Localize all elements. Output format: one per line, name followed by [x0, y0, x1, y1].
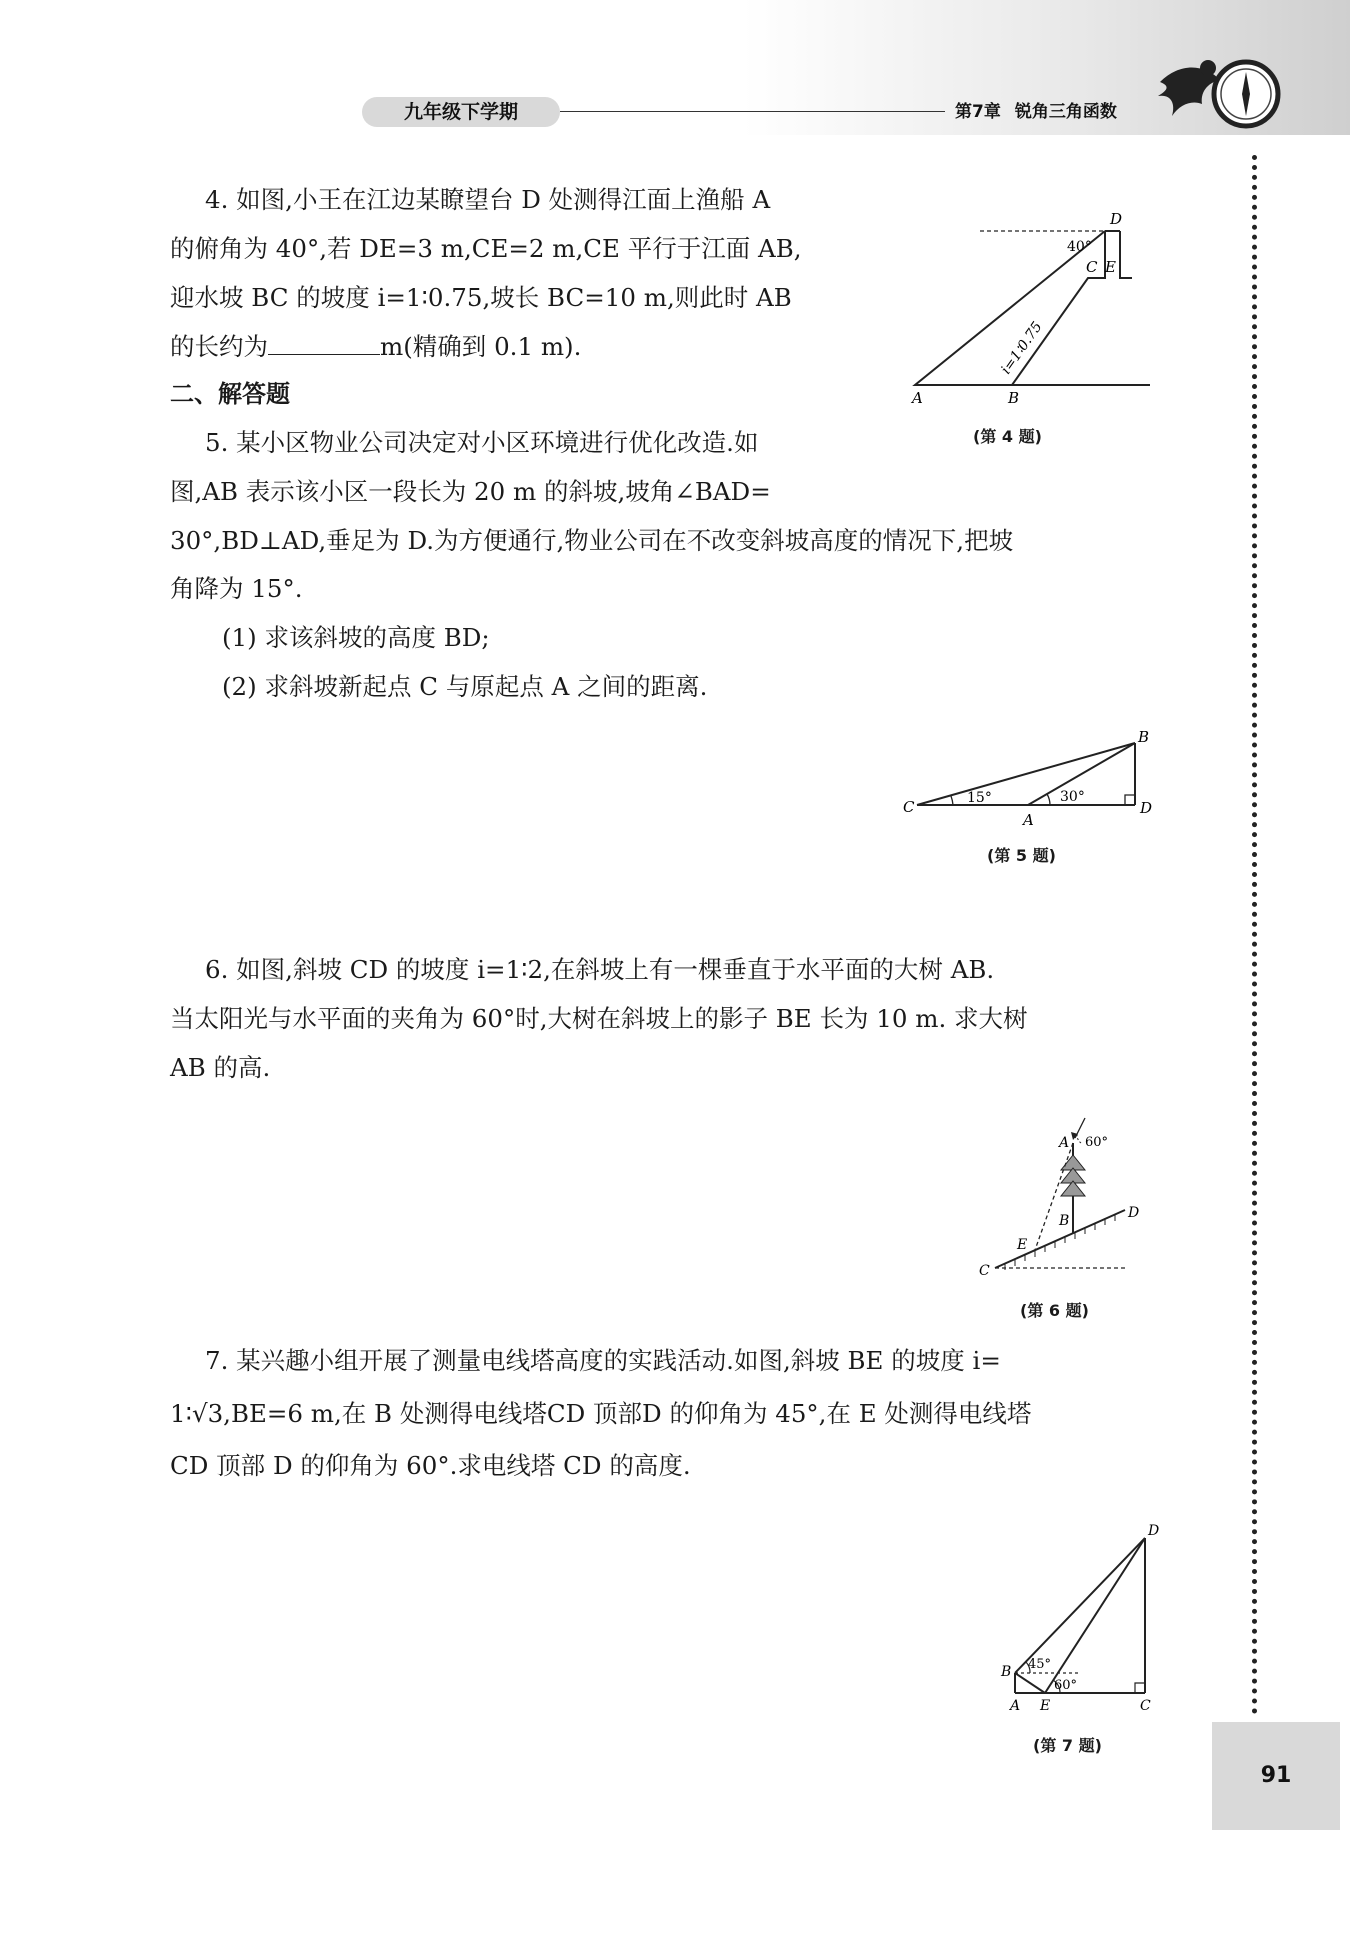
margin-dotted-line: [1252, 155, 1257, 1715]
q7-line-BD: [1015, 1538, 1145, 1673]
q5-subquestion-2: (2) 求斜坡新起点 C 与原起点 A 之间的距离.: [222, 672, 708, 701]
q6-label-D: D: [1128, 1205, 1140, 1221]
header-band: [0, 0, 1350, 135]
q7-right-angle: [1135, 1683, 1145, 1693]
q5-line-2: 图,AB 表示该小区一段长为 20 m 的斜坡,坡角∠BAD=: [170, 477, 771, 506]
q5-label-D: D: [1140, 799, 1153, 817]
q4-caption: (第 4 题): [973, 427, 1042, 446]
q6-line-3: AB 的高.: [170, 1053, 271, 1082]
q6-angle-60: 60°: [1085, 1135, 1109, 1150]
chapter-title: 锐角三角函数: [1014, 102, 1117, 122]
answer-blank: [268, 332, 380, 355]
q5-label-C: C: [903, 798, 915, 816]
q7-line-3: CD 顶部 D 的仰角为 60°.求电线塔 CD 的高度.: [170, 1451, 691, 1480]
q7-line-ED: [1045, 1538, 1145, 1693]
q5-subquestion-1: (1) 求该斜坡的高度 BD;: [222, 623, 490, 652]
q4-angle-label: 40°: [1067, 239, 1092, 255]
figure-q6: [965, 1110, 1165, 1285]
q7-label-B: B: [1001, 1664, 1012, 1680]
figure-q4: [900, 200, 1170, 415]
q6-line-2: 当太阳光与水平面的夹角为 60°时,大树在斜坡上的影子 BE 长为 10 m. 求大树: [170, 1004, 1028, 1033]
q4-label-A: A: [912, 389, 923, 407]
q5-arc-30: [1047, 794, 1050, 805]
q5-line-1: 5. 某小区物业公司决定对小区环境进行优化改造.如: [205, 428, 759, 457]
runner-compass-logo-icon: [1150, 52, 1290, 137]
q7-angle-60: 60°: [1054, 1678, 1078, 1693]
chapter-heading: [955, 97, 1131, 127]
q4-label-D: D: [1110, 210, 1123, 228]
q6-label-C: C: [979, 1263, 990, 1279]
figure-q5: [895, 730, 1165, 830]
q4-tower-side: [1120, 231, 1132, 278]
q4-slope-label: i=1∶0.75: [998, 319, 1046, 378]
q4-line-2: 的俯角为 40°,若 DE=3 m,CE=2 m,CE 平行于江面 AB,: [170, 234, 802, 263]
q5-label-A: A: [1023, 811, 1034, 829]
q5-angle-15: 15°: [967, 790, 992, 806]
section-heading: 二、解答题: [170, 380, 290, 408]
q4-label-E: E: [1105, 258, 1116, 276]
q5-angle-30: 30°: [1060, 789, 1085, 805]
q6-caption: (第 6 题): [1020, 1301, 1089, 1320]
chapter-number: 第7章: [955, 102, 1001, 122]
q5-label-B: B: [1138, 730, 1150, 746]
q7-line-1: 7. 某兴趣小组开展了测量电线塔高度的实践活动.如图,斜坡 BE 的坡度 i=: [205, 1346, 1001, 1375]
q4-line-3: 迎水坡 BC 的坡度 i=1∶0.75,坡长 BC=10 m,则此时 AB: [170, 283, 792, 312]
q6-label-A: A: [1059, 1135, 1070, 1151]
q4-line-4-end: m(精确到 0.1 m).: [380, 332, 582, 361]
q4-line-4: [170, 330, 581, 364]
q6-arc-60: [1077, 1134, 1081, 1143]
q6-label-B: B: [1059, 1213, 1070, 1229]
q5-caption: (第 5 题): [987, 846, 1056, 865]
q7-label-D: D: [1148, 1523, 1160, 1539]
q5-new-slope: [917, 743, 1135, 805]
q6-line-1: 6. 如图,斜坡 CD 的坡度 i=1∶2,在斜坡上有一棵垂直于水平面的大树 AB.: [205, 955, 995, 984]
q7-label-A: A: [1010, 1698, 1021, 1714]
page-number: 91: [1260, 1763, 1292, 1788]
q4-line-4-start: 的长约为: [170, 332, 268, 361]
q7-label-E: E: [1040, 1698, 1051, 1714]
q7-caption: (第 7 题): [1033, 1736, 1102, 1755]
figure-q7: [990, 1510, 1170, 1715]
q7-line-2: 1∶√3,BE=6 m,在 B 处测得电线塔CD 顶部D 的仰角为 45°,在 E 处测得电线塔: [170, 1399, 1032, 1428]
q7-label-C: C: [1140, 1698, 1151, 1714]
q5-right-angle: [1125, 795, 1135, 805]
q5-line-3: 30°,BD⊥AD,垂足为 D.为方便通行,物业公司在不改变斜坡高度的情况下,把坡: [170, 526, 1014, 555]
grade-label: 九年级下学期: [362, 97, 560, 127]
q5-arc-15: [951, 796, 953, 805]
q4-line-1: 4. 如图,小王在江边某瞭望台 D 处测得江面上渔船 A: [205, 185, 771, 214]
q7-angle-45: 45°: [1028, 1657, 1052, 1672]
header-rule: [560, 111, 945, 112]
q4-label-C: C: [1086, 258, 1098, 276]
q7-slope-BE: [1015, 1673, 1045, 1693]
q6-label-E: E: [1017, 1237, 1028, 1253]
q5-line-4: 角降为 15°.: [170, 574, 303, 603]
q4-label-B: B: [1008, 389, 1020, 407]
